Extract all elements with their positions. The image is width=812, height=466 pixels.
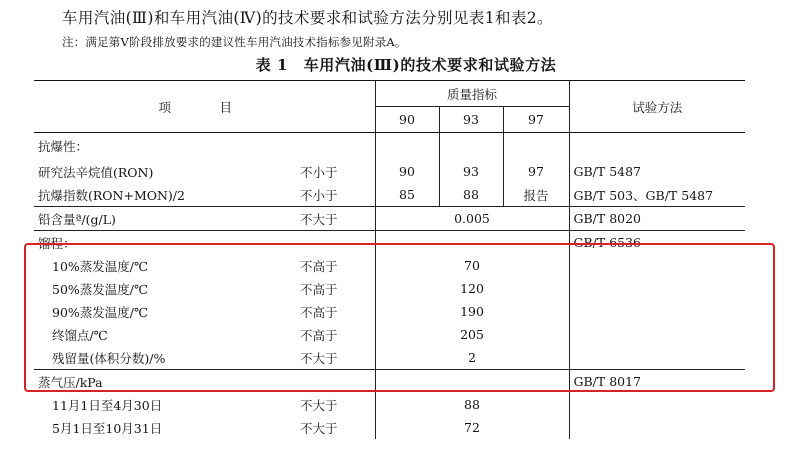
note-text: 注：满足第Ⅴ阶段排放要求的建议性车用汽油技术指标参见附录A。 <box>62 35 407 49</box>
header-quality: 质量指标 <box>375 81 569 107</box>
row-label: 90%蒸发温度/℃ <box>52 304 148 320</box>
row-value: 72 <box>375 416 569 439</box>
row-value: 2 <box>375 346 569 370</box>
table-header-row <box>34 81 745 107</box>
row-value: 报告 <box>503 183 569 207</box>
row-label: 铅含量ª/(g/L) <box>34 207 296 231</box>
table-row <box>34 160 745 183</box>
row-condition: 不大于 <box>296 207 375 231</box>
table-row <box>34 416 745 439</box>
row-condition: 不小于 <box>300 164 338 180</box>
row-value: 85 <box>375 183 439 207</box>
row-value: 120 <box>375 277 569 300</box>
row-method: GB/T 6536 <box>573 235 642 250</box>
table-row <box>34 133 745 161</box>
distillation-title: 馏程： <box>38 235 76 251</box>
table-caption: 表 1 车用汽油(Ⅲ)的技术要求和试验方法 <box>255 56 557 74</box>
row-label: 11月1日至4月30日 <box>52 397 163 413</box>
row-label: 研究法辛烷值(RON) <box>38 164 154 180</box>
row-condition: 不大于 <box>300 420 338 436</box>
row-label: 5月1日至10月31日 <box>52 420 163 436</box>
row-value: 205 <box>375 323 569 346</box>
grade-93: 93 <box>439 107 503 133</box>
row-value: 0.005 <box>375 207 569 231</box>
intro-text: 车用汽油(Ⅲ)和车用汽油(Ⅳ)的技术要求和试验方法分别见表1和表2。 <box>62 9 553 27</box>
highlight-box <box>24 243 775 392</box>
row-condition: 不高于 <box>300 258 338 274</box>
table-row <box>34 393 745 416</box>
row-condition: 不高于 <box>300 327 338 343</box>
row-value: 93 <box>439 160 503 183</box>
row-condition: 不大于 <box>296 346 375 370</box>
row-value: 88 <box>439 183 503 207</box>
row-label: 抗爆指数(RON+MON)/2 <box>34 183 296 207</box>
row-label: 终馏点/℃ <box>52 327 108 343</box>
row-condition: 不大于 <box>300 397 338 413</box>
row-method: GB/T 8017 <box>573 374 642 389</box>
grade-97: 97 <box>503 107 569 133</box>
header-method: 试验方法 <box>569 81 745 133</box>
row-value: 190 <box>375 300 569 323</box>
row-value: 70 <box>375 254 569 277</box>
row-method: GB/T 503、GB/T 5487 <box>569 183 745 207</box>
grade-90: 90 <box>375 107 439 133</box>
row-method: GB/T 8020 <box>569 207 745 231</box>
row-condition: 不高于 <box>300 281 338 297</box>
row-method: GB/T 5487 <box>573 164 642 179</box>
row-value: 88 <box>375 393 569 416</box>
row-condition: 不小于 <box>296 183 375 207</box>
table-row <box>34 183 745 207</box>
vapor-title: 蒸气压/kPa <box>38 374 103 390</box>
row-label: 10%蒸发温度/℃ <box>52 258 148 274</box>
row-condition: 不高于 <box>300 304 338 320</box>
antiknock-title: 抗爆性： <box>38 139 89 154</box>
row-value: 97 <box>503 160 569 183</box>
row-label: 50%蒸发温度/℃ <box>52 281 148 297</box>
header-item: 项 目 <box>34 81 375 133</box>
table-row <box>34 207 745 231</box>
row-value: 90 <box>375 160 439 183</box>
row-label: 残留量(体积分数)/% <box>34 346 296 370</box>
